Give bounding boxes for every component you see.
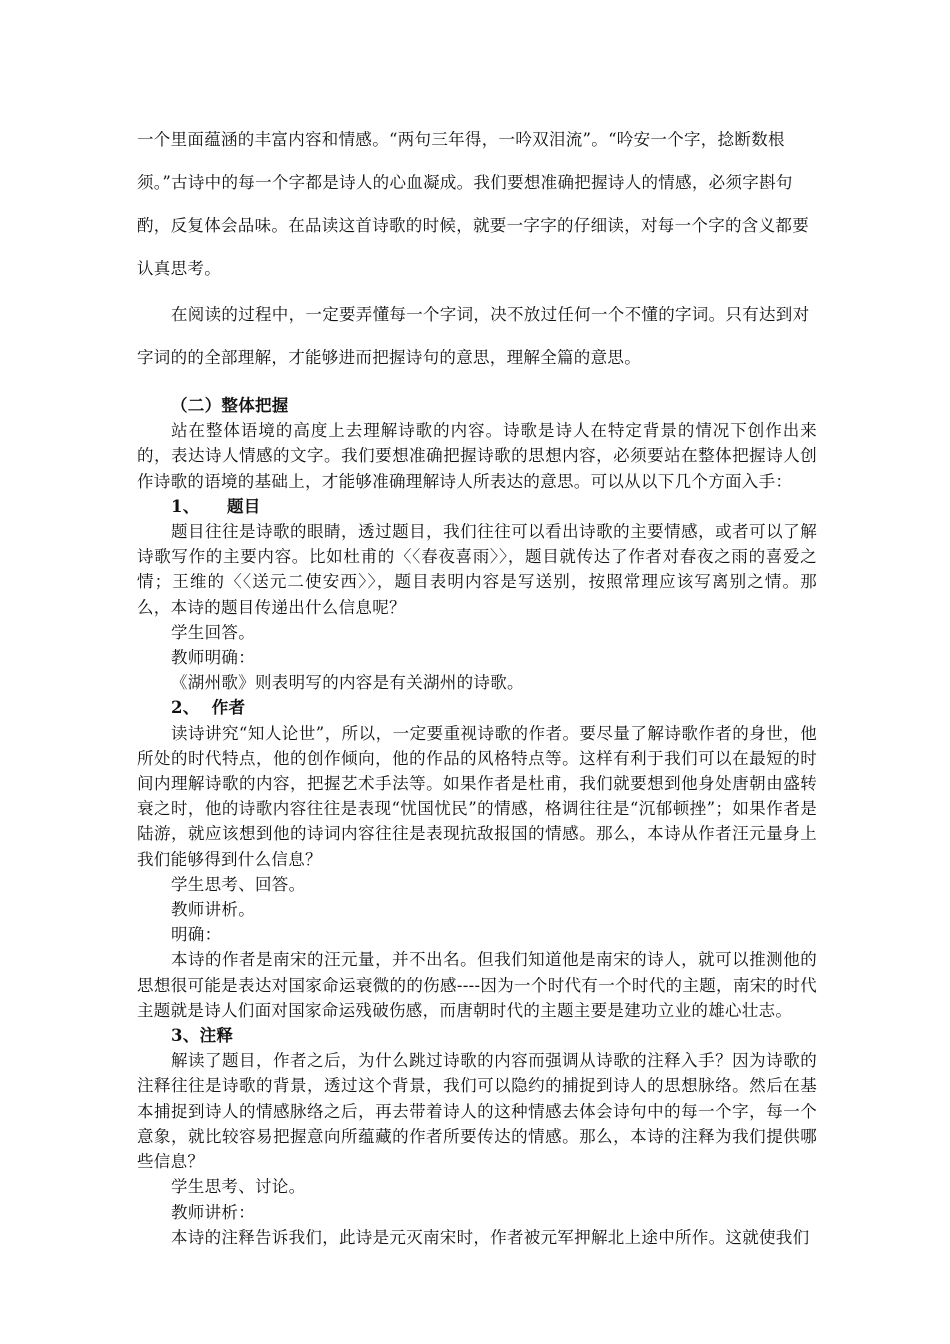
section-intro: 站在整体语境的高度上去理解诗歌的内容。诗歌是诗人在特定背景的情况下创作出来的，表达诗人情感的文字。我们要想准确把握诗歌的思想内容，必须要站在整体把握诗人创作诗歌的语境的基础上，才能够准确理解诗人所表达的意思。可以从以下几个方面入手： [137, 421, 817, 491]
item-title: 题目 [227, 496, 261, 516]
paragraph-line: 一个里面蕴涵的丰富内容和情感。“两句三年得，一吟双泪流”。“吟安一个字，捻断数根 [137, 130, 785, 149]
document-body [137, 118, 817, 1250]
item-number: 1、 [171, 496, 200, 516]
item-body: 题目往往是诗歌的眼睛，透过题目，我们往往可以看出诗歌的主要情感，或者可以了解诗歌写作的主要内容。比如杜甫的〈〈春夜喜雨〉〉，题目就传达了作者对春夜之雨的喜爱之情；王维的〈〈送元二使安西〉〉，题目表明内容是写送别，按照常理应该写离别之情。那么，本诗的题目传递出什么信息呢？ [137, 522, 817, 617]
student-note: 学生思考、回答。 [171, 874, 306, 894]
student-note: 学生思考、讨论。 [171, 1177, 306, 1197]
item-number: 2、 [171, 698, 200, 718]
item-heading-notes: 3、注释 [171, 1026, 234, 1046]
paragraph-line: 字词的的全部理解，才能够进而把握诗句的意思，理解全篇的意思。 [137, 348, 641, 367]
item-body: 解读了题目，作者之后，为什么跳过诗歌的内容而强调从诗歌的注释入手？因为诗歌的注释往往是诗歌的背景，透过这个背景，我们可以隐约的捕捉到诗人的思想脉络。然后在基本捕捉到诗人的情感脉络之后，再去带着诗人的这种情感去体会诗句中的每一个字，每一个意象，就比较容易把握意向所蕴藏的作者所要传达的情感。那么，本诗的注释为我们提供哪些信息？ [137, 1051, 817, 1172]
section-word-study [137, 118, 817, 379]
item-body: 读诗讲究“知人论世”，所以，一定要重视诗歌的作者。要尽量了解诗歌作者的身世，他所处的时代特点，他的创作倾向，他的作品的风格特点等。这样有利于我们可以在最短的时间内理解诗歌的内容，把握艺术手法等。如果作者是杜甫，我们就要想到他身处唐朝由盛转衰之时，他的诗歌内容往往是表现“忧国忧民”的情感，格调往往是“沉郁顿挫”；如果作者是陆游，就应该想到他的诗词内容往往是表现抗敌报国的情感。那么，本诗从作者汪元量身上我们能够得到什么信息？ [137, 723, 817, 869]
paragraph-line: 须。”古诗中的每一个字都是诗人的心血凝成。我们要想准确把握诗人的情感，必须字斟句 [137, 173, 793, 192]
paragraph-line: 酌，反复体会品味。在品读这首诗歌的时候，就要一字字的仔细读，对每一个字的含义都要 [137, 216, 809, 235]
section-heading: （二）整体把握 [171, 396, 289, 415]
paragraph-line: 认真思考。 [137, 259, 221, 278]
answer-text: 本诗的作者是南宋的汪元量，并不出名。但我们知道他是南宋的诗人，就可以推测他的思想很可能是表达对国家命运衰微的的伤感----因为一个时代有一个时代的主题，南宋的时代主题就是诗人们面对国家命运残破伤感，而唐朝时代的主题主要是建功立业的雄心壮志。 [137, 950, 817, 1020]
answer-text: 本诗的注释告诉我们，此诗是元灭南宋时，作者被元军押解北上途中所作。这就使我们 [171, 1227, 810, 1247]
item-heading-title [137, 494, 817, 519]
clarify-note: 明确： [171, 925, 222, 945]
answer-text: 《湖州歌》则表明写的内容是有关湖州的诗歌。 [171, 673, 524, 693]
paragraph-line: 在阅读的过程中，一定要弄懂每一个字词，决不放过任何一个不懂的字词。只有达到对 [171, 305, 810, 324]
section-overall-grasp [137, 393, 817, 1250]
teacher-note: 教师讲析： [171, 1202, 255, 1222]
teacher-note: 教师明确： [171, 648, 255, 668]
item-heading-author [137, 695, 817, 720]
student-note: 学生回答。 [171, 622, 255, 642]
item-title: 作者 [211, 698, 246, 718]
teacher-note: 教师讲析。 [171, 900, 255, 920]
